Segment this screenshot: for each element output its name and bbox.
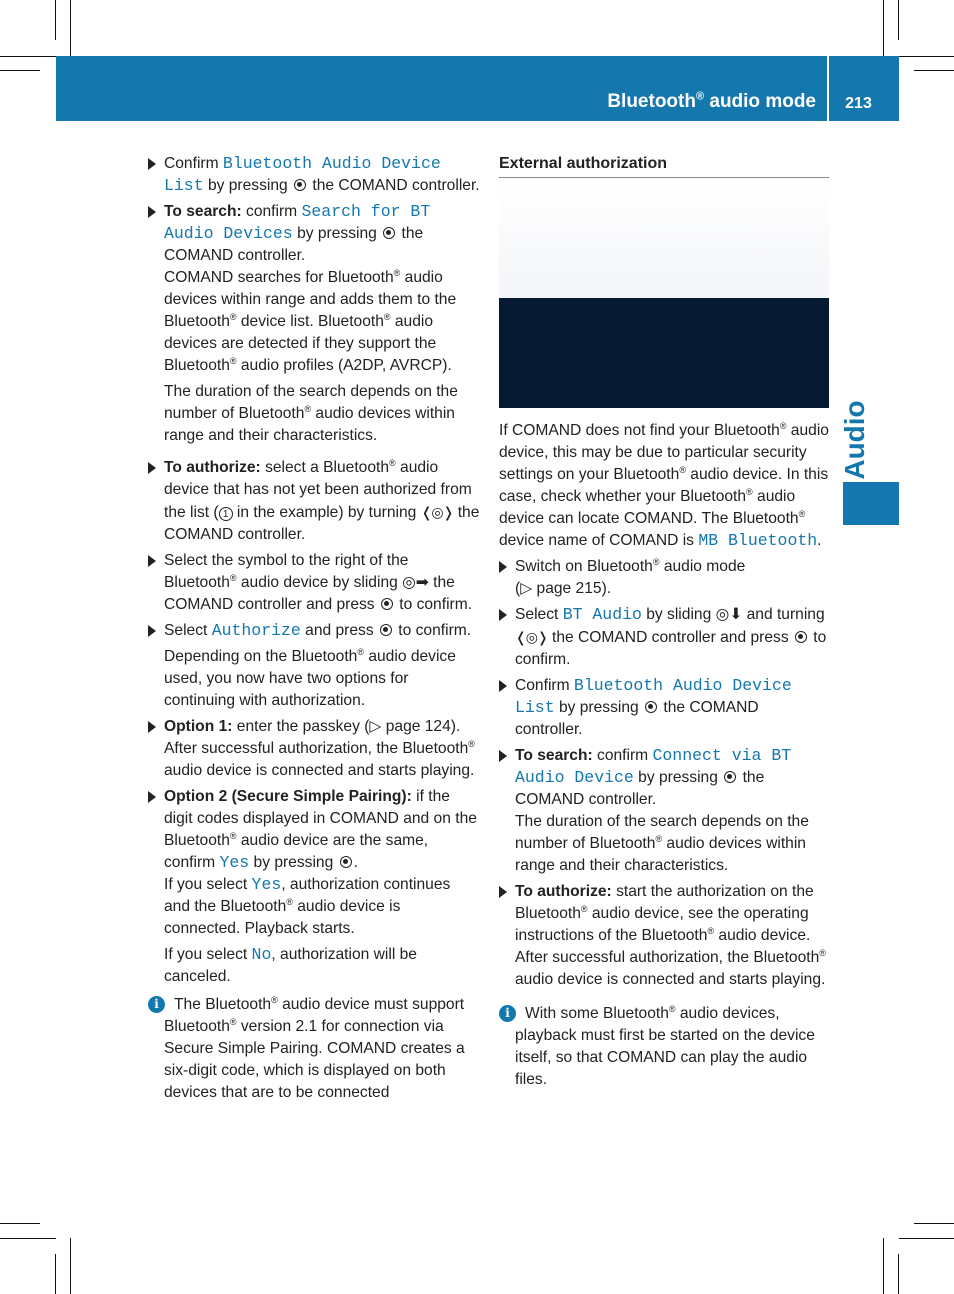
crop-mark [898,0,899,40]
turn-controller-icon: ❬◎❭ [420,504,454,520]
step-arrow-icon [148,206,156,218]
crop-mark [914,1223,954,1224]
crop-mark [899,56,954,57]
crop-mark [914,70,954,71]
paragraph: COMAND searches for Bluetooth® audio devices within range and adds them to the Bluetooth® device list. Bluetooth® audio devices are detected if they support the Bluetooth® audio profiles (A2DP, AVRCP). [164,267,457,374]
crop-mark [0,1223,40,1224]
step-confirm-device-list: Confirm Bluetooth Audio Device List by pressing the COMAND controller. [148,153,480,197]
slide-right-icon: ◎➡ [402,574,429,591]
step-arrow-icon [148,158,156,170]
info-icon: i [499,1005,516,1022]
crop-mark [0,56,56,57]
step-arrow-icon [148,721,156,733]
paragraph: If COMAND does not find your Bluetooth® audio device, this may be due to particular security settings on your Bluetooth® audio device. In this case, check whether your Bluetooth® audio device can locate COMAND. The Bluetooth® device name of COMAND is MB Bluetooth. [499,420,829,550]
step-arrow-icon [148,462,156,474]
press-controller-icon [383,227,395,239]
step-to-authorize: To authorize: select a Bluetooth® audio device that has not yet been authorized from the list ( 1 in the example) by turning ❬◎❭ the COMAND controller. [148,457,480,546]
crop-mark [70,1238,71,1294]
step-arrow-icon [499,750,507,762]
crop-mark [883,1238,884,1294]
press-controller-icon [340,856,352,868]
info-note: i With some Bluetooth® audio devices, playback must first be started on the device itself, so that COMAND can play the audio files. [499,1003,829,1091]
step-switch-on-bt: Switch on Bluetooth® audio mode (▷ page 215). [499,556,829,600]
crop-mark [70,0,71,56]
left-column [148,153,480,1104]
display-illustration-top [499,180,829,298]
step-arrow-icon [499,609,507,621]
step-option-2: Option 2 (Secure Simple Pairing): if the digit codes displayed in COMAND and on the Bluetooth® audio device are the same, confirm Yes by pressing . [148,786,480,874]
press-controller-icon [294,179,306,191]
section-tab [843,482,899,525]
step-option-1: Option 1: enter the passkey (▷ page 124). After successful authorization, the Bluetooth® audio device is connected and starts playing. [148,716,480,782]
page-number: 213 [845,95,872,112]
step-to-search: To search: confirm Connect via BT Audio Device by pressing the COMAND controller. The duration of the search depends on the number of Bluetooth® audio devices within range and their characteristics. [499,745,829,877]
page-ref-arrow-icon: ▷ [369,718,382,735]
press-controller-icon [645,701,657,713]
step-confirm-device-list: Confirm Bluetooth Audio Device List by pressing the COMAND controller. [499,675,829,741]
step-to-search: To search: confirm Search for BT Audio Devices by pressing the COMAND controller. [148,201,480,267]
turn-controller-icon: ❬◎❭ [515,629,548,645]
crop-mark [0,70,40,71]
callout-number: 1 [219,507,233,521]
press-controller-icon [724,771,736,783]
paragraph: If you select Yes, authorization continues and the Bluetooth® audio device is connected. Playback starts. [164,875,451,937]
step-to-authorize: To authorize: start the authorization on the Bluetooth® audio device, see the operating instructions of the Bluetooth® audio device. After successful authorization, the Bluetooth® audio device is connected and starts playing. [499,881,829,991]
crop-mark [899,1238,954,1239]
page-ref-arrow-icon: ▷ [520,580,533,597]
press-controller-icon [380,624,392,636]
display-screenshot [499,298,829,408]
info-icon: i [148,996,165,1013]
paragraph: The duration of the search depends on the number of Bluetooth® audio devices within range and their characteristics. [164,383,458,444]
step-arrow-icon [148,555,156,567]
step-select-bt-audio: Select BT Audio by sliding ◎⬇ and turning ❬◎❭ the COMAND controller and press to confirm. [499,604,829,671]
info-note: i The Bluetooth® audio device must support Bluetooth® version 2.1 for connection via Secure Simple Pairing. COMAND creates a six-digit code, which is displayed on both devices that are to be connected [148,994,480,1104]
right-column [499,153,829,1091]
step-arrow-icon [499,680,507,692]
section-heading: External authorization [499,153,829,178]
press-controller-icon [795,631,807,643]
crop-mark [55,0,56,40]
section-tab-label: Audio [839,400,870,480]
step-arrow-icon [499,561,507,573]
crop-mark [898,1254,899,1294]
paragraph: If you select No, authorization will be canceled. [164,945,417,985]
step-arrow-icon [499,886,507,898]
press-controller-icon [381,598,393,610]
crop-mark [883,0,884,56]
step-select-symbol: Select the symbol to the right of the Bluetooth® audio device by sliding ◎➡ the COMAND controller and press to confirm. [148,550,480,616]
slide-down-icon: ◎⬇ [715,606,743,623]
step-arrow-icon [148,791,156,803]
header-divider [827,56,829,121]
crop-mark [0,1238,56,1239]
paragraph: Depending on the Bluetooth® audio device used, you now have two options for continuing with authorization. [164,646,456,709]
page-title: Bluetooth® audio mode [607,90,816,112]
step-arrow-icon [148,625,156,637]
crop-mark [55,1254,56,1294]
step-select-authorize: Select Authorize and press to confirm. [148,620,480,642]
